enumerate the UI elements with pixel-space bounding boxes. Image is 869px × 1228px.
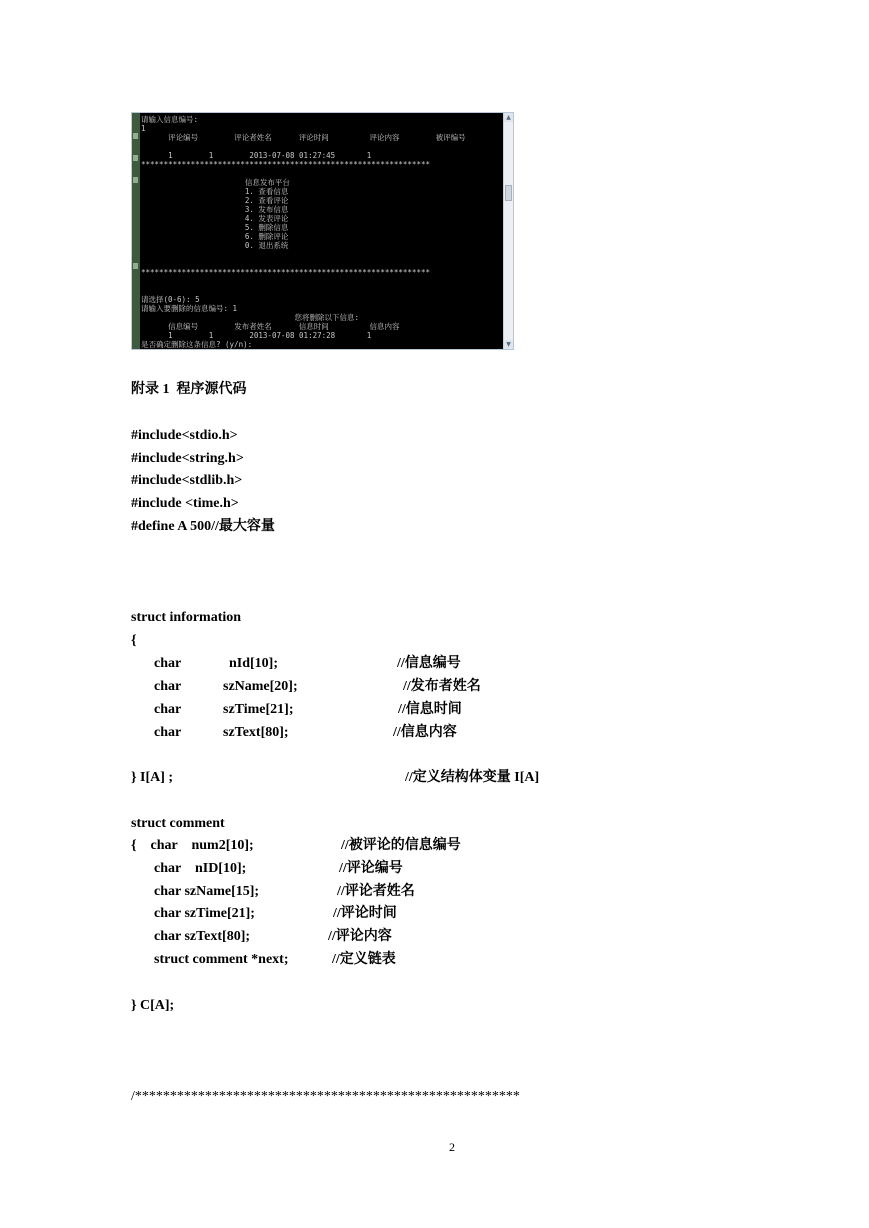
- field-decl: char nID[10];: [154, 861, 247, 876]
- console-line: 1 1 2013-07-08 01:27:28 1: [141, 331, 372, 340]
- console-line: 0. 退出系统: [141, 241, 289, 250]
- field-type: char: [154, 679, 182, 694]
- field-comment: //发布者姓名: [403, 679, 481, 694]
- console-line: 评论编号 评论者姓名 评论时间 评论内容 被评编号: [141, 133, 466, 142]
- struct-close: } I[A] ;: [131, 770, 174, 785]
- open-brace: {: [131, 633, 137, 648]
- console-output: [141, 115, 503, 349]
- appendix-title: 附录 1 程序源代码: [131, 382, 247, 397]
- console-line: 请选择(0-6): 5: [141, 295, 200, 304]
- field-decl: char szText[80];: [154, 929, 251, 944]
- console-line: 信息编号 发布者姓名 信息时间 信息内容: [141, 322, 400, 331]
- struct-close: } C[A];: [131, 998, 175, 1013]
- field-name: szName[20];: [223, 679, 298, 694]
- field-comment: //信息时间: [398, 702, 462, 717]
- struct-close-comment: //定义结构体变量 I[A]: [405, 770, 540, 785]
- field-comment: //评论编号: [339, 861, 403, 876]
- console-line: 5. 删除信息: [141, 223, 289, 232]
- scroll-up-arrow-icon[interactable]: ▲: [504, 113, 513, 122]
- console-line: 6. 删除评论: [141, 232, 289, 241]
- field-decl: char szTime[21];: [154, 906, 255, 921]
- field-decl: char szName[15];: [154, 884, 260, 899]
- code-include-line: #include<stdlib.h>: [131, 473, 243, 488]
- field-name: nId[10];: [229, 656, 279, 671]
- field-comment: //评论内容: [328, 929, 392, 944]
- taskbar-strip: [132, 113, 140, 349]
- console-line: 信息发布平台: [141, 178, 290, 187]
- console-line: 请输入要删除的信息编号: 1: [141, 304, 238, 313]
- code-define-line: #define A 500//最大容量: [131, 519, 275, 534]
- scroll-thumb[interactable]: [505, 185, 512, 201]
- field-comment: //被评论的信息编号: [341, 838, 461, 853]
- field-name: szText[80];: [223, 725, 289, 740]
- field-comment: //定义链表: [332, 952, 396, 967]
- console-line: 2. 查看评论: [141, 196, 289, 205]
- comment-separator: /*******************************************************: [131, 1089, 520, 1104]
- struct-comment-header: struct comment: [131, 816, 225, 831]
- field-type: char: [154, 725, 182, 740]
- console-line: ****************************************************************: [141, 268, 430, 277]
- field-type: char: [154, 702, 182, 717]
- console-line: 您将删除以下信息:: [141, 313, 360, 322]
- struct-information-header: struct information: [131, 610, 242, 625]
- console-line: 1 1 2013-07-08 01:27:45 1: [141, 151, 372, 160]
- code-include-line: #include<string.h>: [131, 451, 244, 466]
- field-decl: struct comment *next;: [154, 952, 289, 967]
- console-screenshot: [131, 112, 514, 350]
- field-comment: //信息编号: [397, 656, 461, 671]
- console-line: 是否确定删除这条信息? (y/n):: [141, 340, 253, 349]
- field-comment: //评论者姓名: [337, 884, 415, 899]
- console-line: 3. 发布信息: [141, 205, 289, 214]
- field-comment: //信息内容: [393, 725, 457, 740]
- page-number: 2: [449, 1140, 455, 1154]
- code-include-line: #include<stdio.h>: [131, 428, 238, 443]
- code-include-line: #include <time.h>: [131, 496, 239, 511]
- scroll-down-arrow-icon[interactable]: ▼: [504, 340, 513, 349]
- field-comment: //评论时间: [333, 906, 397, 921]
- console-line: 1. 查看信息: [141, 187, 289, 196]
- field-name: szTime[21];: [223, 702, 294, 717]
- field-type: char: [154, 656, 182, 671]
- field-decl: { char num2[10];: [131, 838, 254, 853]
- console-line: 1: [141, 124, 146, 133]
- console-line: 4. 发表评论: [141, 214, 289, 223]
- console-scrollbar[interactable]: [503, 113, 513, 349]
- console-line: 请输入信息编号:: [141, 115, 199, 124]
- console-line: ****************************************************************: [141, 160, 430, 169]
